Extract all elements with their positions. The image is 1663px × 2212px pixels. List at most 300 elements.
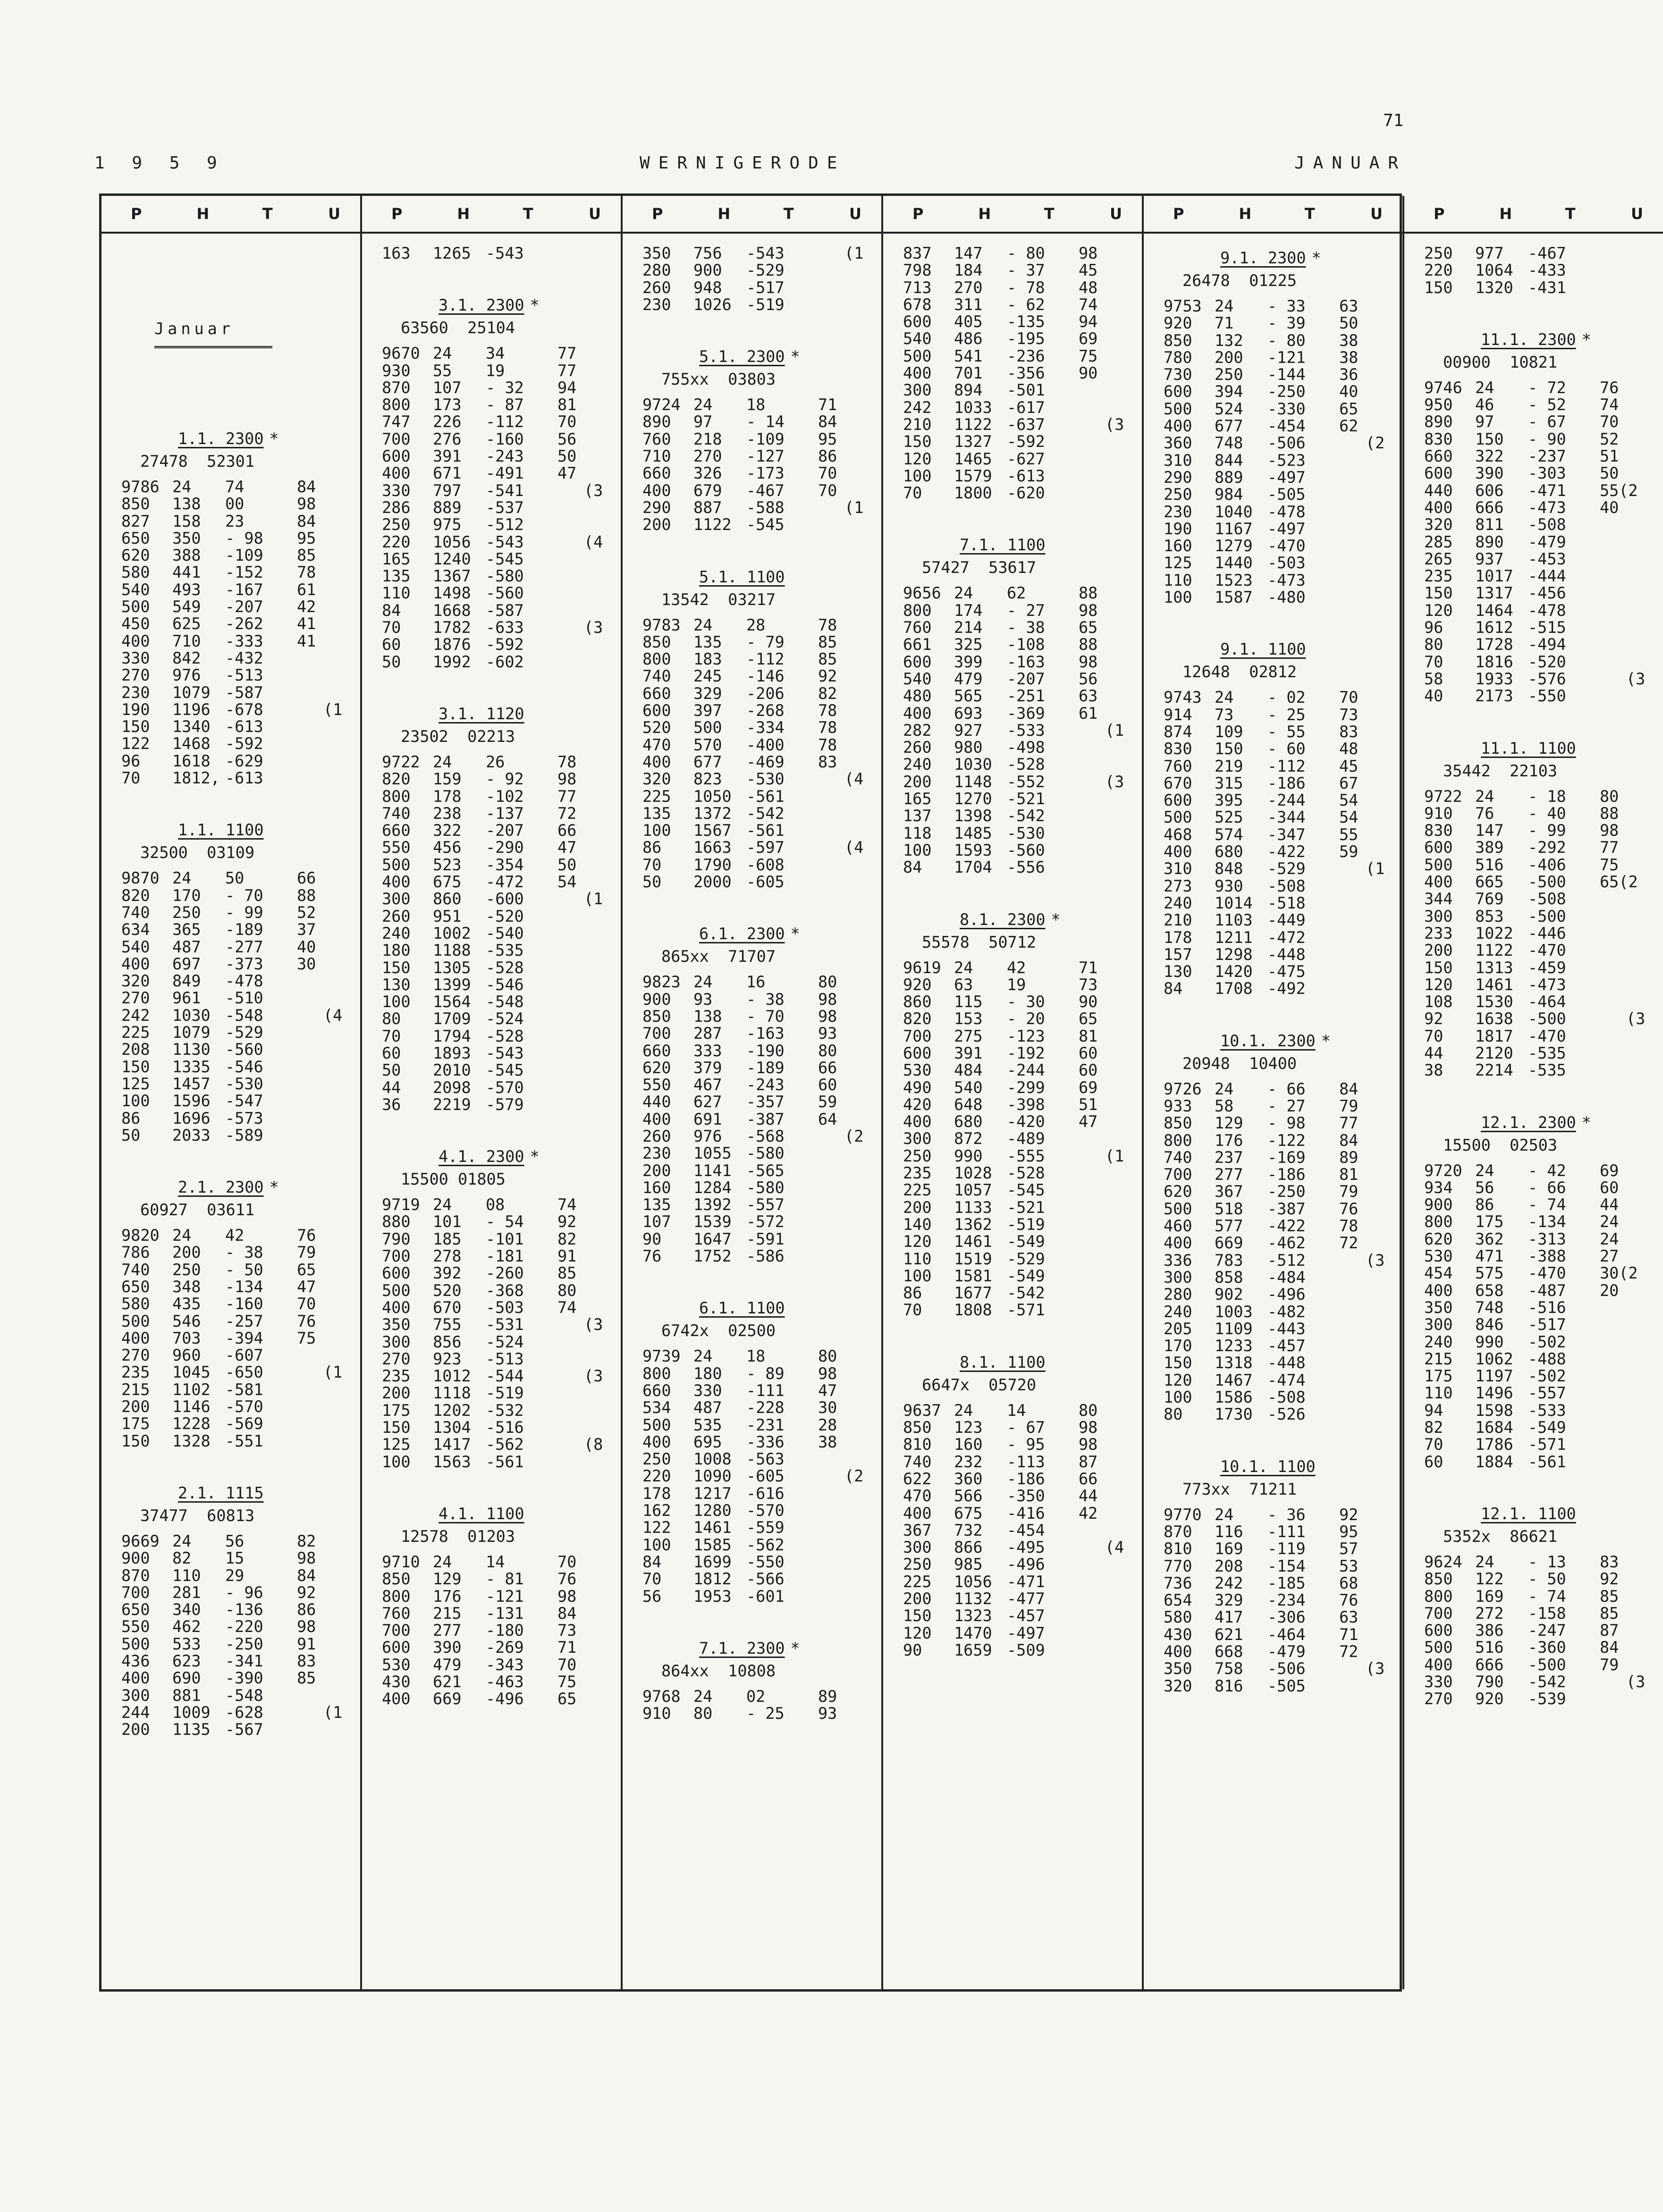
table-row bbox=[903, 1505, 1133, 1522]
table-row bbox=[1164, 775, 1394, 792]
cell-height: 890 bbox=[1475, 532, 1504, 551]
cell-temperature: -160 bbox=[486, 429, 524, 448]
cell-humidity: 84 bbox=[557, 1604, 577, 1623]
cell-height: 1468 bbox=[172, 734, 211, 753]
spacer bbox=[903, 876, 1133, 907]
cell-height: 360 bbox=[954, 1469, 983, 1488]
cell-height: 948 bbox=[693, 278, 722, 297]
cell-height: 900 bbox=[693, 261, 722, 280]
cell-humidity bbox=[557, 908, 584, 925]
cell-note bbox=[844, 431, 873, 448]
cell-note bbox=[584, 1213, 612, 1230]
cell-pressure: 760 bbox=[382, 1604, 411, 1623]
cell-humidity bbox=[1339, 1320, 1366, 1337]
cell-humidity bbox=[1600, 1454, 1626, 1471]
cell-pressure: 118 bbox=[903, 824, 932, 842]
cell-pressure: 700 bbox=[1424, 1604, 1453, 1623]
cell-humidity: 98 bbox=[1079, 1418, 1098, 1437]
table-row bbox=[903, 279, 1133, 296]
cell-humidity: 87 bbox=[1600, 1621, 1619, 1640]
cell-note: (4 bbox=[844, 770, 864, 789]
table-row bbox=[1164, 1166, 1394, 1183]
cell-pressure: 660 bbox=[1424, 447, 1453, 466]
table-row bbox=[642, 1231, 873, 1248]
cell-pressure: 534 bbox=[642, 1398, 671, 1417]
cell-height: 1372 bbox=[693, 804, 732, 823]
cell-pressure: 58 bbox=[1424, 669, 1444, 688]
cell-temperature: -180 bbox=[486, 1621, 524, 1640]
table-row bbox=[1164, 1235, 1394, 1252]
cell-humidity bbox=[1339, 589, 1366, 606]
cell-note bbox=[584, 1605, 612, 1622]
cell-note bbox=[1366, 843, 1394, 860]
cell-height: 147 bbox=[1475, 821, 1504, 840]
sounding-title-text: 7.1. 2300 bbox=[699, 1639, 785, 1657]
cell-pressure: 200 bbox=[121, 1397, 150, 1416]
cell-note bbox=[844, 1213, 873, 1230]
cell-pressure: 38 bbox=[1424, 1061, 1444, 1080]
cell-pressure: 470 bbox=[903, 1487, 932, 1506]
cell-height: 1440 bbox=[1215, 554, 1253, 572]
cell-temperature: -470 bbox=[1528, 1264, 1566, 1283]
cell-humidity bbox=[1600, 925, 1626, 942]
cell-height: 1728 bbox=[1475, 635, 1513, 654]
cell-note bbox=[844, 1485, 873, 1502]
cell-pressure: 500 bbox=[1164, 808, 1192, 827]
cell-temperature: -526 bbox=[1267, 1405, 1306, 1424]
cell-temperature: -528 bbox=[1007, 755, 1045, 774]
cell-humidity: 85 bbox=[557, 1264, 577, 1283]
sounding-title bbox=[121, 1179, 352, 1198]
table-row bbox=[1424, 1062, 1655, 1079]
cell-pressure: 220 bbox=[1424, 261, 1453, 280]
cell-pressure: 210 bbox=[903, 415, 932, 434]
cell-pressure: 225 bbox=[121, 1023, 150, 1042]
cell-humidity bbox=[557, 1096, 584, 1113]
cell-humidity: 47 bbox=[557, 464, 577, 483]
table-row bbox=[1164, 826, 1394, 843]
cell-pressure: 550 bbox=[121, 1617, 150, 1636]
cell-humidity: 79 bbox=[297, 1243, 316, 1262]
cell-humidity: 92 bbox=[1600, 1570, 1619, 1589]
cell-height: 1457 bbox=[172, 1074, 211, 1093]
cell-height: 1298 bbox=[1215, 945, 1253, 964]
cell-temperature: -627 bbox=[1007, 449, 1045, 468]
cell-note bbox=[1366, 504, 1394, 521]
cell-pressure: 150 bbox=[121, 1431, 150, 1450]
cell-height: 200 bbox=[172, 1243, 201, 1262]
cell-temperature: -531 bbox=[486, 1315, 524, 1334]
cell-temperature: -548 bbox=[225, 1686, 263, 1705]
cell-note bbox=[1105, 1268, 1133, 1285]
cell-humidity bbox=[818, 1248, 844, 1265]
cell-pressure: 150 bbox=[1424, 958, 1453, 977]
table-row bbox=[121, 530, 352, 547]
sounding-title-text: 6.1. 2300 bbox=[699, 925, 785, 943]
cell-note bbox=[1626, 1213, 1655, 1230]
cell-height: 115 bbox=[954, 992, 983, 1011]
cell-humidity: 47 bbox=[557, 838, 577, 857]
cell-temperature: -456 bbox=[1528, 584, 1566, 603]
cell-note bbox=[844, 1451, 873, 1468]
cell-pressure: 760 bbox=[642, 429, 671, 448]
column-header bbox=[883, 196, 1142, 234]
cell-humidity bbox=[297, 990, 323, 1007]
cell-note bbox=[1366, 1592, 1394, 1609]
cell-height: 701 bbox=[954, 364, 983, 383]
cell-height: 1794 bbox=[433, 1026, 471, 1045]
cell-pressure: 282 bbox=[903, 721, 932, 740]
cell-note bbox=[844, 482, 873, 499]
cell-temperature: -257 bbox=[225, 1312, 263, 1330]
table-row bbox=[382, 1079, 612, 1096]
cell-height: 1265 bbox=[433, 244, 471, 262]
cell-note bbox=[1626, 1265, 1655, 1282]
cell-humidity: 71 bbox=[818, 395, 837, 414]
cell-pressure: 870 bbox=[1164, 1522, 1192, 1541]
table-row bbox=[642, 499, 873, 516]
cell-height: 110 bbox=[172, 1566, 201, 1585]
cell-note bbox=[323, 496, 352, 513]
table-row bbox=[1164, 1643, 1394, 1660]
cell-note bbox=[844, 617, 873, 634]
cell-note: (1 bbox=[323, 700, 343, 719]
cell-note bbox=[584, 1674, 612, 1691]
cell-height: 625 bbox=[172, 614, 201, 633]
cell-pressure: 700 bbox=[382, 1247, 411, 1266]
cell-note bbox=[1105, 585, 1133, 602]
cell-humidity bbox=[818, 1519, 844, 1536]
cell-temperature: -478 bbox=[225, 972, 263, 991]
cell-note bbox=[1366, 1575, 1394, 1592]
header-month: JANUAR bbox=[1294, 153, 1407, 173]
sounding-title bbox=[642, 569, 873, 588]
cell-humidity: 79 bbox=[1339, 1182, 1359, 1201]
cell-temperature: -506 bbox=[1267, 1659, 1306, 1678]
cell-temperature: -519 bbox=[1007, 1215, 1045, 1234]
table-row bbox=[382, 942, 612, 959]
cell-humidity bbox=[818, 857, 844, 874]
table-row bbox=[1164, 1592, 1394, 1609]
cell-pressure: 280 bbox=[1164, 1285, 1192, 1304]
cell-height: 97 bbox=[693, 412, 713, 431]
table-row bbox=[903, 807, 1133, 824]
cell-temperature: - 74 bbox=[1528, 1195, 1566, 1214]
table-row bbox=[382, 636, 612, 653]
cell-height: 24 bbox=[693, 1687, 713, 1706]
cell-note bbox=[323, 513, 352, 530]
cell-humidity: 76 bbox=[557, 1570, 577, 1589]
table-row bbox=[121, 973, 352, 990]
cell-note bbox=[1105, 313, 1133, 330]
cell-note bbox=[1105, 1607, 1133, 1624]
table-row bbox=[121, 1330, 352, 1347]
cell-humidity bbox=[1079, 722, 1105, 739]
cell-pressure: 130 bbox=[1164, 962, 1192, 981]
cell-height: 80 bbox=[693, 1704, 713, 1723]
table-row bbox=[1164, 723, 1394, 740]
cell-temperature: -678 bbox=[225, 700, 263, 719]
cell-temperature: -579 bbox=[486, 1095, 524, 1114]
cell-humidity bbox=[1079, 451, 1105, 468]
cell-temperature: -548 bbox=[225, 1006, 263, 1025]
cell-humidity bbox=[1339, 555, 1366, 572]
header-year: 1 9 5 9 bbox=[94, 153, 226, 173]
cell-height: 1284 bbox=[693, 1178, 732, 1197]
cell-note bbox=[1626, 1248, 1655, 1265]
cell-height: 541 bbox=[954, 346, 983, 365]
cell-note bbox=[584, 1028, 612, 1045]
cell-height: 250 bbox=[172, 1260, 201, 1279]
cell-temperature: -506 bbox=[1267, 434, 1306, 453]
cell-humidity: 76 bbox=[297, 1226, 316, 1245]
cell-humidity bbox=[557, 1062, 584, 1079]
cell-pressure: 850 bbox=[642, 1007, 671, 1026]
cell-temperature: 02 bbox=[746, 1687, 766, 1706]
cell-note bbox=[1626, 805, 1655, 822]
table-row bbox=[382, 925, 612, 942]
cell-note bbox=[584, 1079, 612, 1096]
cell-note bbox=[323, 615, 352, 632]
sounding-title-text: 11.1. 2300 bbox=[1481, 330, 1576, 349]
cell-note bbox=[1366, 912, 1394, 929]
station-code: 32500 03109 bbox=[140, 843, 255, 862]
cell-height: 1709 bbox=[433, 1009, 471, 1028]
sounding-title-text: 8.1. 2300 bbox=[960, 910, 1046, 929]
cell-pressure: 70 bbox=[1424, 652, 1444, 671]
cell-pressure: 760 bbox=[1164, 757, 1192, 775]
cell-note bbox=[1105, 1182, 1133, 1199]
cell-temperature: -542 bbox=[1528, 1673, 1566, 1691]
cell-pressure: 550 bbox=[642, 1076, 671, 1094]
column-header-label: U bbox=[1370, 205, 1383, 223]
cell-temperature: -543 bbox=[486, 1043, 524, 1062]
table-row bbox=[642, 1145, 873, 1162]
cell-note bbox=[1626, 279, 1655, 296]
table-row bbox=[903, 1130, 1133, 1147]
asterisk-mark: * bbox=[1581, 1113, 1591, 1132]
cell-humidity bbox=[1339, 452, 1366, 469]
cell-pressure: 830 bbox=[1164, 740, 1192, 758]
cell-height: 658 bbox=[1475, 1281, 1504, 1300]
cell-temperature: -542 bbox=[1007, 1284, 1045, 1303]
cell-temperature: -508 bbox=[1267, 876, 1306, 895]
table-row bbox=[1424, 1385, 1655, 1402]
cell-pressure: 86 bbox=[121, 1109, 141, 1127]
cell-temperature: -533 bbox=[1007, 721, 1045, 740]
cell-humidity: 61 bbox=[297, 580, 316, 599]
cell-pressure: 710 bbox=[642, 447, 671, 466]
cell-temperature: -474 bbox=[1267, 1371, 1306, 1389]
cell-temperature: -480 bbox=[1267, 588, 1306, 607]
column-body bbox=[903, 234, 1133, 1659]
cell-pressure: 200 bbox=[642, 515, 671, 534]
table-row bbox=[1424, 839, 1655, 856]
cell-height: 797 bbox=[433, 481, 462, 500]
cell-temperature: -494 bbox=[1528, 635, 1566, 654]
cell-temperature: -448 bbox=[1267, 945, 1306, 964]
cell-temperature: - 81 bbox=[486, 1570, 524, 1589]
cell-temperature: -513 bbox=[486, 1349, 524, 1368]
table-row bbox=[903, 1556, 1133, 1573]
cell-humidity: 72 bbox=[1339, 1234, 1359, 1253]
cell-pressure: 580 bbox=[1164, 1608, 1192, 1627]
table-row bbox=[1164, 1626, 1394, 1643]
cell-temperature: -580 bbox=[746, 1144, 785, 1163]
cell-temperature: -616 bbox=[746, 1484, 785, 1503]
cell-note bbox=[1105, 399, 1133, 416]
cell-temperature: -550 bbox=[746, 1552, 785, 1571]
cell-height: 24 bbox=[1215, 1505, 1234, 1524]
cell-temperature: -470 bbox=[1267, 537, 1306, 555]
cell-height: 101 bbox=[433, 1212, 462, 1231]
cell-humidity: 40 bbox=[1339, 382, 1359, 401]
cell-pressure: 60 bbox=[382, 635, 401, 654]
cell-humidity: 28 bbox=[818, 1415, 837, 1434]
station-code: 6742x 02500 bbox=[661, 1321, 776, 1340]
cell-note bbox=[1626, 1045, 1655, 1062]
table-row bbox=[121, 770, 352, 787]
cell-humidity: 98 bbox=[557, 1587, 577, 1606]
cell-humidity: 82 bbox=[557, 1229, 577, 1248]
table-row bbox=[1424, 534, 1655, 551]
cell-height: 937 bbox=[1475, 549, 1504, 568]
table-row bbox=[121, 598, 352, 615]
cell-pressure: 810 bbox=[903, 1435, 932, 1454]
header-place: WERNIGERODE bbox=[640, 153, 846, 173]
table-row bbox=[382, 1334, 612, 1351]
cell-pressure: 500 bbox=[382, 1281, 411, 1300]
cell-note bbox=[1626, 874, 1655, 891]
cell-height: 1167 bbox=[1215, 519, 1253, 538]
cell-temperature: -516 bbox=[1528, 1298, 1566, 1317]
cell-pressure: 786 bbox=[121, 1243, 150, 1262]
cell-height: 621 bbox=[433, 1673, 462, 1691]
cell-note bbox=[323, 718, 352, 735]
cell-temperature: -123 bbox=[1007, 1026, 1045, 1045]
cell-humidity: 44 bbox=[1600, 1195, 1619, 1214]
cell-pressure: 500 bbox=[121, 1634, 150, 1653]
cell-humidity: 98 bbox=[297, 1549, 316, 1568]
table-column bbox=[360, 196, 621, 1989]
cell-humidity bbox=[1600, 245, 1626, 262]
cell-height: 677 bbox=[1215, 417, 1243, 436]
cell-height: 180 bbox=[693, 1364, 722, 1383]
cell-pressure: 9786 bbox=[121, 478, 160, 496]
cell-note bbox=[844, 296, 873, 313]
page-number: 71 bbox=[1383, 111, 1404, 130]
cell-humidity bbox=[1600, 1674, 1626, 1691]
cell-temperature: -167 bbox=[225, 580, 263, 599]
table-row bbox=[642, 245, 873, 262]
table-row bbox=[382, 1316, 612, 1333]
cell-humidity bbox=[1600, 1402, 1626, 1419]
cell-height: 397 bbox=[693, 701, 722, 720]
cell-temperature: -592 bbox=[225, 734, 263, 753]
cell-pressure: 634 bbox=[121, 920, 150, 939]
station-code: 6647x 05720 bbox=[922, 1375, 1037, 1394]
table-column bbox=[1142, 196, 1402, 1989]
cell-note bbox=[323, 1244, 352, 1261]
cell-pressure: 60 bbox=[382, 1043, 401, 1062]
table-row bbox=[1164, 929, 1394, 946]
cell-height: 920 bbox=[1475, 1690, 1504, 1708]
cell-height: 1228 bbox=[172, 1414, 211, 1433]
table-row bbox=[1424, 874, 1655, 891]
cell-temperature: -121 bbox=[486, 1587, 524, 1606]
cell-humidity: 98 bbox=[1079, 601, 1098, 620]
cell-height: 1808 bbox=[954, 1301, 992, 1320]
cell-height: 1417 bbox=[433, 1435, 471, 1454]
cell-height: 540 bbox=[954, 1078, 983, 1097]
table-row bbox=[1164, 383, 1394, 400]
column-header-label: U bbox=[1110, 205, 1123, 223]
cell-temperature: -234 bbox=[1267, 1591, 1306, 1610]
cell-temperature: -601 bbox=[746, 1587, 785, 1606]
cell-note bbox=[584, 345, 612, 362]
cell-temperature: -244 bbox=[1267, 791, 1306, 810]
cell-pressure: 820 bbox=[903, 1009, 932, 1028]
cell-height: 1367 bbox=[433, 567, 471, 586]
cell-pressure: 160 bbox=[1164, 537, 1192, 555]
cell-humidity: 76 bbox=[1600, 378, 1619, 397]
cell-height: 1217 bbox=[693, 1484, 732, 1503]
cell-note bbox=[1626, 822, 1655, 839]
sounding-title-text: 3.1. 1120 bbox=[439, 704, 524, 723]
cell-temperature: -489 bbox=[1007, 1129, 1045, 1148]
cell-pressure: 500 bbox=[382, 855, 411, 874]
cell-pressure: 660 bbox=[642, 1381, 671, 1400]
table-row bbox=[121, 667, 352, 684]
cell-note bbox=[1366, 929, 1394, 946]
table-row bbox=[642, 1196, 873, 1213]
cell-humidity bbox=[1600, 688, 1626, 705]
cell-note: (3 bbox=[584, 481, 603, 500]
cell-height: 756 bbox=[693, 244, 722, 262]
cell-humidity: 52 bbox=[297, 903, 316, 922]
cell-note bbox=[844, 719, 873, 736]
cell-humidity bbox=[1339, 435, 1366, 452]
cell-temperature: -454 bbox=[1267, 417, 1306, 436]
table-row bbox=[642, 719, 873, 736]
cell-note bbox=[584, 1402, 612, 1419]
cell-note bbox=[1626, 551, 1655, 568]
cell-pressure: 100 bbox=[121, 1092, 150, 1110]
cell-height: 1079 bbox=[172, 683, 211, 702]
cell-humidity bbox=[1339, 946, 1366, 963]
table-row bbox=[1164, 589, 1394, 606]
table-row bbox=[1424, 1436, 1655, 1453]
cell-temperature: - 66 bbox=[1267, 1079, 1306, 1098]
table-row bbox=[903, 1625, 1133, 1642]
table-row bbox=[1424, 1028, 1655, 1045]
cell-height: 1090 bbox=[693, 1467, 732, 1486]
cell-pressure: 620 bbox=[1164, 1182, 1192, 1201]
cell-height: 1659 bbox=[954, 1640, 992, 1659]
cell-temperature: -482 bbox=[1267, 1302, 1306, 1321]
station-code: 63560 25104 bbox=[401, 319, 515, 337]
cell-humidity: 95 bbox=[297, 529, 316, 547]
cell-humidity bbox=[557, 568, 584, 585]
cell-note bbox=[1366, 452, 1394, 469]
cell-humidity bbox=[557, 1454, 584, 1471]
cell-note bbox=[323, 1567, 352, 1584]
cell-humidity bbox=[818, 245, 844, 262]
table-row bbox=[903, 1113, 1133, 1130]
cell-temperature: -550 bbox=[1528, 687, 1566, 706]
cell-humidity: 52 bbox=[1600, 429, 1619, 448]
cell-humidity: 88 bbox=[1079, 635, 1098, 654]
